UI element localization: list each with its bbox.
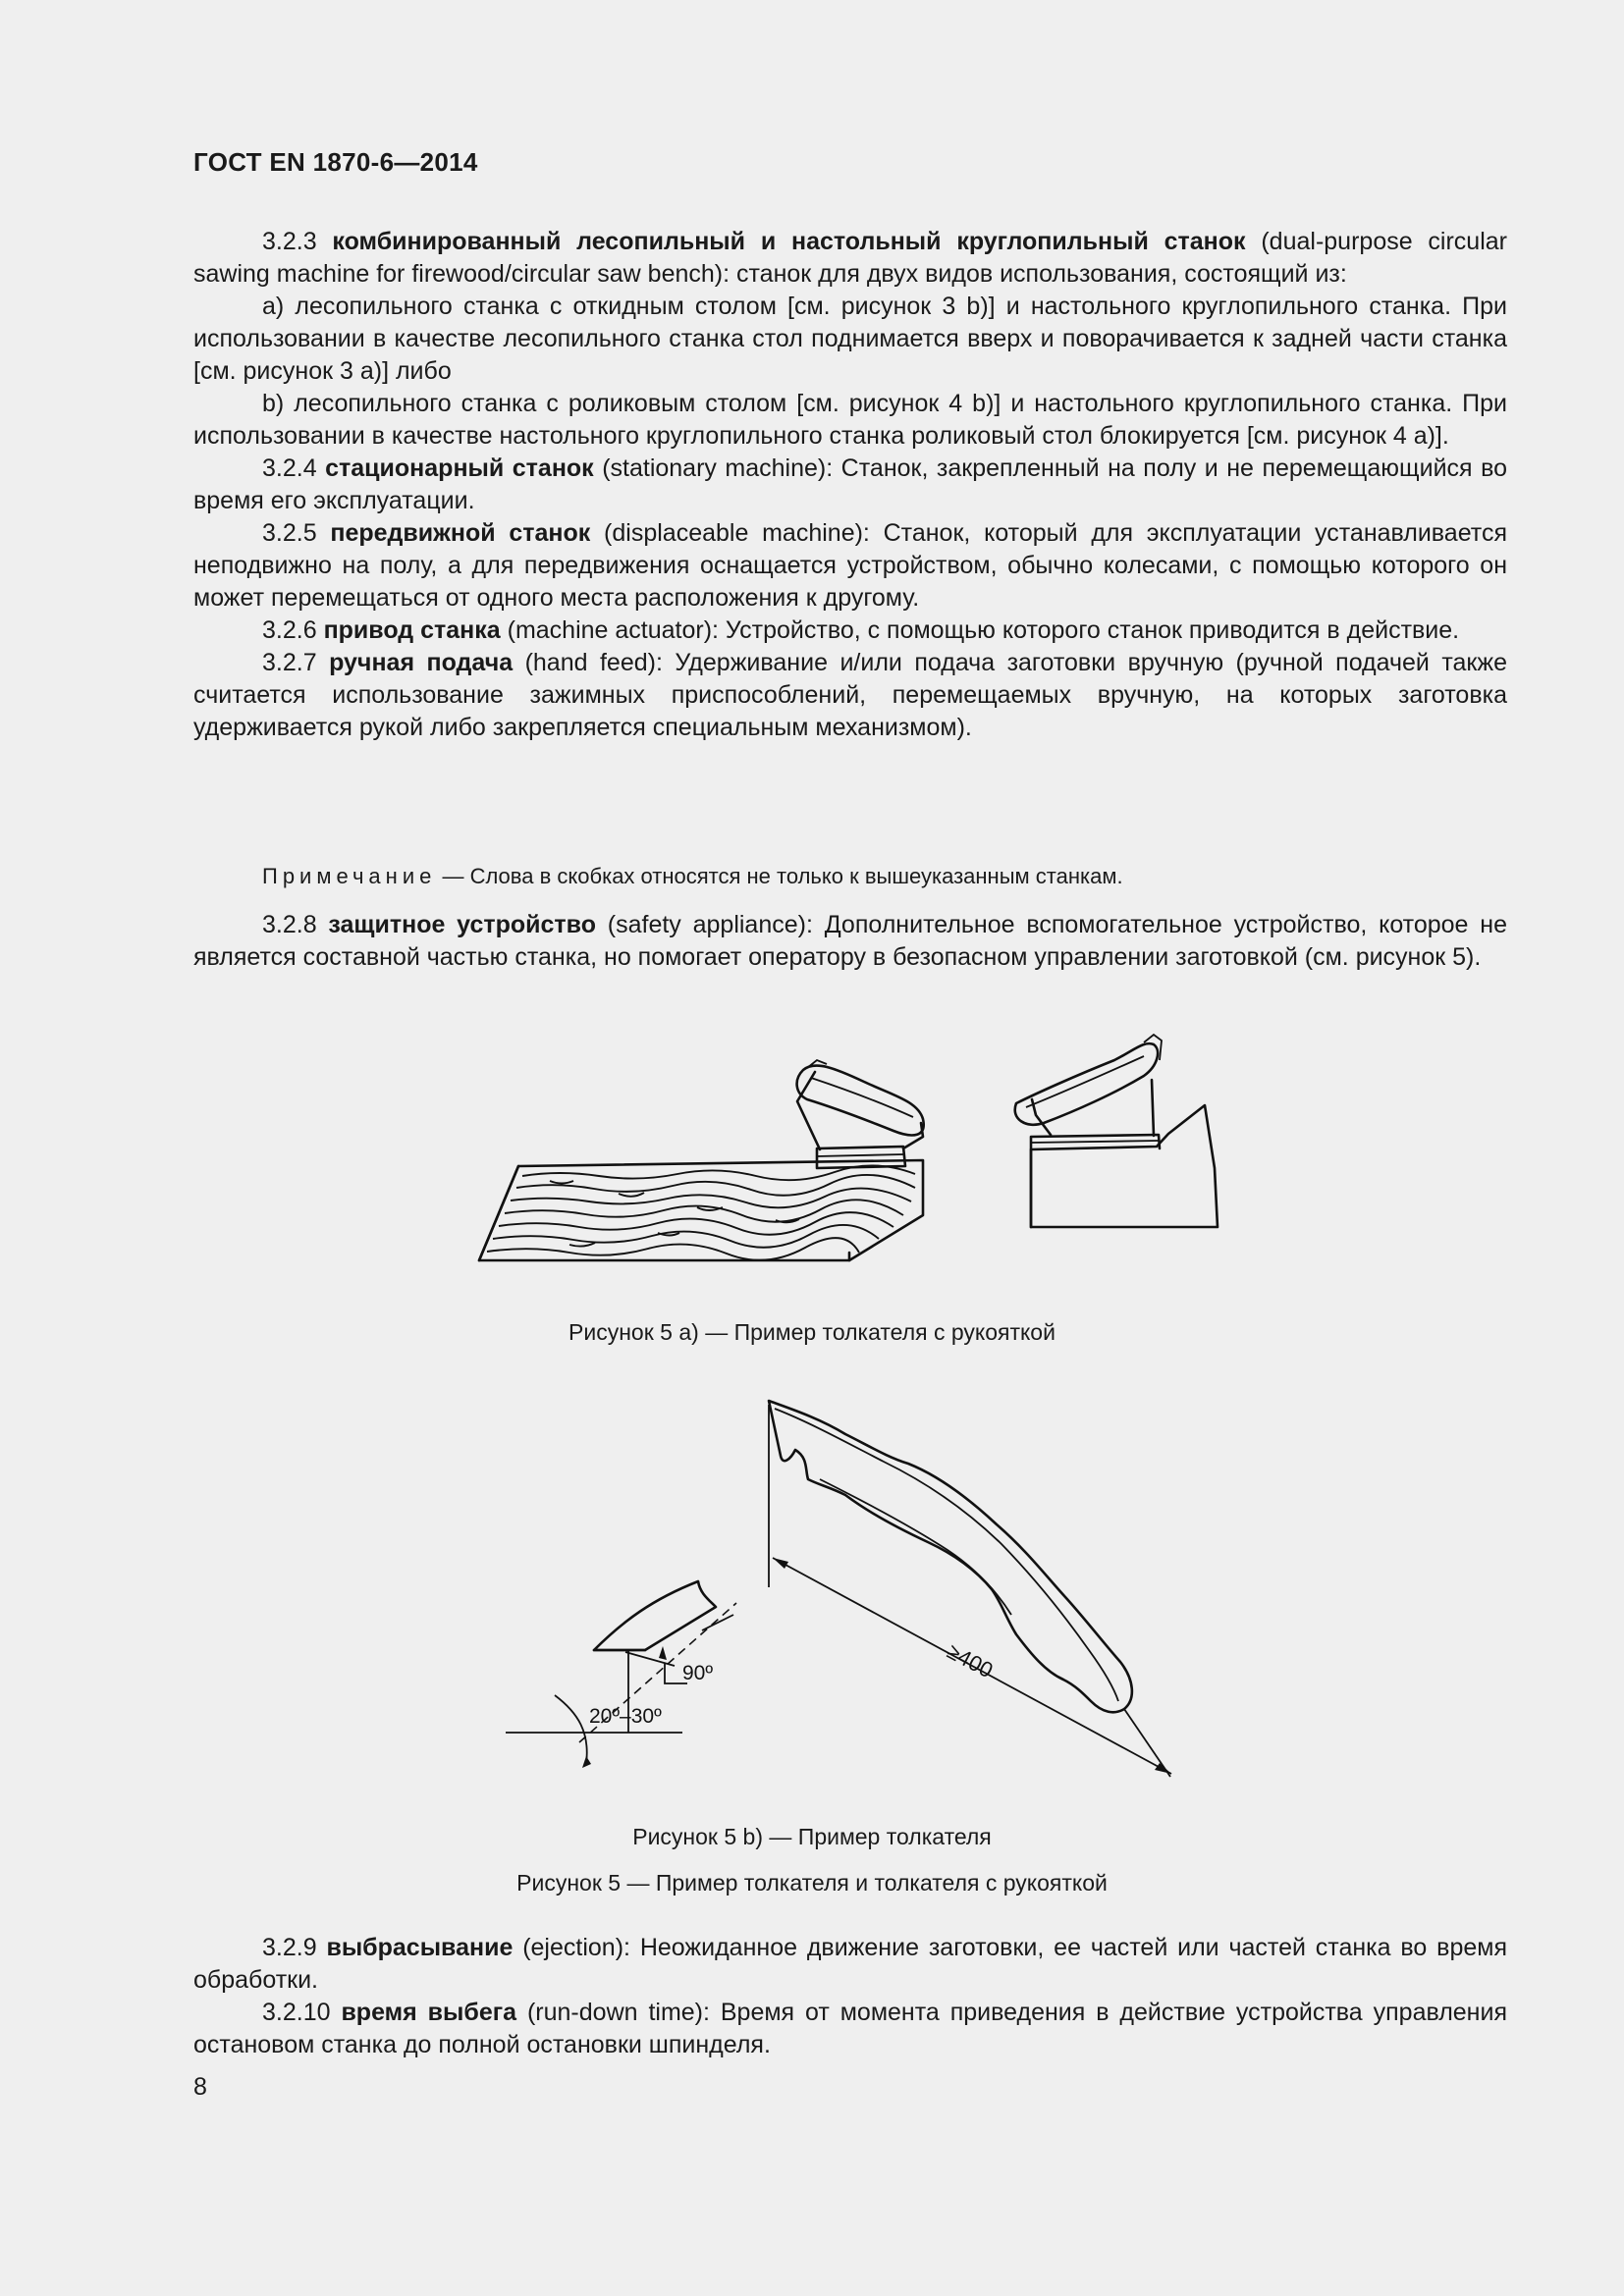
document-header: ГОСТ EN 1870-6—2014 bbox=[193, 147, 478, 177]
term-3-2-8: защитное устройство bbox=[328, 911, 596, 938]
term-3-2-7: ручная подача bbox=[329, 649, 514, 676]
angle-90-label: 90º bbox=[682, 1662, 714, 1684]
definition-3-2-4: 3.2.4 стационарный станок (stationary machine): Станок, закрепленный на полу и не перемещающийся во время его эксплуатации. bbox=[193, 454, 1507, 514]
figure-5a-caption: Рисунок 5 a) — Пример толкателя с рукояткой bbox=[568, 1319, 1056, 1345]
term-3-2-10: время выбега bbox=[341, 1999, 517, 2026]
definition-3-2-5: 3.2.5 передвижной станок (displaceable machine): Станок, который для эксплуатации устанавливается неподвижно на полу, а для передвижения оснащается устройством, обычно колесами, с помощью которого он может перемещаться от одного места расположения к другому. bbox=[193, 519, 1507, 612]
note-text: Слова в скобках относятся не только к вышеуказанным станкам. bbox=[469, 864, 1123, 888]
definition-3-2-8: 3.2.8 защитное устройство (safety appliance): Дополнительное вспомогательное устройство, которое не является составной частью станка, но помогает оператору в безопасном управлении заготовкой (см. рисунок 5). bbox=[193, 911, 1507, 971]
term-3-2-3: комбинированный лесопильный и настольный круглопильный станок bbox=[332, 228, 1246, 255]
term-3-2-5: передвижной станок bbox=[330, 519, 591, 547]
figure-5b-push-stick bbox=[496, 1389, 1242, 1782]
definition-3-2-10: 3.2.10 время выбега (run-down time): Время от момента приведения в действие устройства управления остановом станка до полной остановки шпинделя. bbox=[193, 1999, 1507, 2058]
definitions-block-3 bbox=[193, 1932, 1507, 2061]
definitions-block-2 bbox=[193, 909, 1507, 974]
figure-5b-caption: Рисунок 5 b) — Пример толкателя bbox=[632, 1824, 992, 1849]
figure-5-caption: Рисунок 5 — Пример толкателя и толкателя с рукояткой bbox=[516, 1870, 1108, 1896]
figure-5a-push-block-on-timber bbox=[461, 1021, 933, 1276]
term-3-2-9: выбрасывание bbox=[326, 1934, 514, 1961]
figure-5a-push-block-detail bbox=[997, 1021, 1242, 1242]
definition-3-2-3-item-b: b) лесопильного станка с роликовым столом [см. рисунок 4 b)] и настольного круглопильного станка. При использовании в качестве настольного круглопильного станка роликовый стол блокируется [см. рисунок 4 a)]. bbox=[193, 390, 1507, 450]
definitions-block-1 bbox=[193, 226, 1507, 744]
angle-range-label: 20º–30º bbox=[589, 1705, 662, 1728]
dimension-length-label: ≥400 bbox=[943, 1638, 998, 1683]
page-number: 8 bbox=[193, 2073, 207, 2101]
definition-3-2-6: 3.2.6 привод станка (machine actuator): Устройство, с помощью которого станок приводится в действие. bbox=[262, 616, 1460, 644]
definition-3-2-3-item-a: a) лесопильного станка с откидным столом [см. рисунок 3 b)] и настольного круглопильного станка. При использовании в качестве лесопильного станка стол поднимается вверх и поворачивается к задней части станка [см. рисунок 3 a)] либо bbox=[193, 293, 1507, 385]
note-label: Примечание bbox=[262, 864, 437, 888]
term-3-2-4: стационарный станок bbox=[325, 454, 594, 482]
term-3-2-6: привод станка bbox=[323, 616, 501, 644]
definition-3-2-7: 3.2.7 ручная подача (hand feed): Удерживание и/или подача заготовки вручную (ручной подачей также считается использование зажимных приспособлений, перемещаемых вручную, на которых заготовка удерживается рукой либо закрепляется специальным механизмом). bbox=[193, 649, 1507, 741]
definition-3-2-3: 3.2.3 комбинированный лесопильный и настольный круглопильный станок (dual-purpose circular sawing machine for firewood/circular saw bench): станок для двух видов использования, состоящий из: bbox=[193, 228, 1507, 288]
note: Примечание — Слова в скобках относятся не только к вышеуказанным станкам. bbox=[262, 864, 1123, 888]
definition-3-2-9: 3.2.9 выбрасывание (ejection): Неожиданное движение заготовки, ее частей или частей станка во время обработки. bbox=[193, 1934, 1507, 1994]
